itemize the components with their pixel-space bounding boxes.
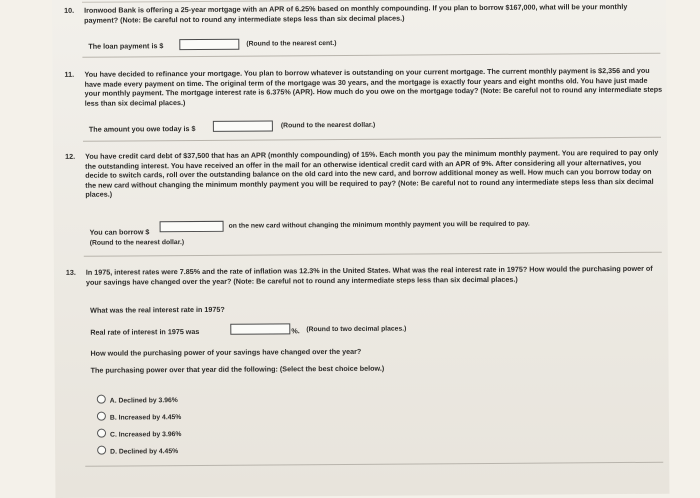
amount-owed-input[interactable] — [213, 120, 273, 131]
option-label: B. Increased by 4.45% — [109, 414, 182, 422]
question-text: In 1975, interest rates were 7.85% and the rate of inflation was 12.3% in the United States. What was the real interest rate in 1975? How would the purchasing power of your savings have changed over the year? (Note: Be careful not to round any intermediate steps less than six decimal places.) — [85, 263, 653, 287]
divider — [84, 252, 662, 257]
answer-label: The loan payment is $ — [88, 41, 164, 51]
question-text: You have credit card debt of $37,500 that has an APR (monthly compounding) of 15%. Each month you pay the minimum monthly payment. You are required to pay only the outstanding interest. You have received an offer in the mail for an otherwise identical credit card with an APR of 9%. After considering all your alternatives, you decide to switch cards, roll over the outstanding balance on the old card into the new card, and borrow additional money as well. How much can you borrow today on the new card without changing the minimum monthly payment you will be required to pay? (Note: Be careful not to round any intermediate steps less than six decimal places.) — [85, 147, 659, 200]
option-label: A. Declined by 3.96% — [109, 397, 178, 405]
rounding-note: (Round to the nearest cent.) — [246, 40, 337, 48]
radio-icon[interactable] — [97, 446, 106, 455]
answer-label: You can borrow $ — [89, 227, 150, 237]
question-number: 13. — [65, 267, 76, 277]
question-10 — [64, 2, 662, 28]
option-b[interactable] — [97, 411, 181, 422]
divider — [82, 53, 660, 58]
answer-label: The amount you owe today is $ — [88, 124, 196, 134]
percent-unit: %. — [291, 326, 300, 336]
question-number: 12. — [65, 151, 76, 161]
question-13 — [66, 264, 664, 300]
answer-suffix: on the new card without changing the minimum monthly payment you will be required to pay. — [228, 220, 530, 230]
radio-icon[interactable] — [97, 395, 106, 404]
answer-label: Real rate of interest in 1975 was — [90, 326, 200, 337]
loan-payment-input[interactable] — [179, 39, 239, 50]
homework-page — [52, 0, 669, 498]
question-number: 10. — [64, 5, 75, 15]
question-12 — [65, 148, 663, 212]
question-11 — [64, 66, 662, 112]
real-rate-input[interactable] — [230, 323, 290, 334]
rounding-note: (Round to two decimal places.) — [306, 325, 407, 334]
borrow-amount-input[interactable] — [160, 221, 224, 232]
option-c[interactable] — [97, 428, 181, 439]
instruction-text: The purchasing power over that year did the following: (Select the best choice below.) — [90, 363, 385, 375]
option-label: D. Declined by 4.45% — [110, 448, 179, 456]
sub-question: How would the purchasing power of your savings have changed over the year? — [90, 346, 362, 358]
rounding-note: (Round to the nearest dollar.) — [280, 121, 376, 130]
rounding-note: (Round to the nearest dollar.) — [89, 239, 185, 247]
question-text: You have decided to refinance your mortgage. You plan to borrow whatever is outstanding on your current mortgage. The current monthly payment is $2,356 and you have made every payment on time. The original term of the mortgage was 30 years, and the mortgage is exactly four years and eight months old. You have just made your monthly payment. The mortgage interest rate is 6.375% (APR). How much do you owe on the mortgage today? (Note: Be careful not to round any intermediate steps less than six decimal places.) — [84, 65, 663, 108]
option-d[interactable] — [97, 445, 178, 456]
radio-icon[interactable] — [97, 412, 106, 421]
option-label: C. Increased by 3.96% — [110, 431, 182, 439]
instruction — [91, 363, 461, 386]
radio-icon[interactable] — [97, 429, 106, 438]
question-number: 11. — [64, 69, 75, 79]
sub-question: What was the real interest rate in 1975? — [90, 304, 225, 315]
divider — [83, 137, 661, 142]
option-a[interactable] — [97, 394, 178, 405]
divider — [85, 462, 663, 467]
question-text: Ironwood Bank is offering a 25-year mortgage with an APR of 6.25% based on monthly compounding. If you plan to borrow $167,000, what will be your monthly payment? (Note: Be careful not to round any intermediate steps less than six decimal places.) — [84, 1, 628, 25]
